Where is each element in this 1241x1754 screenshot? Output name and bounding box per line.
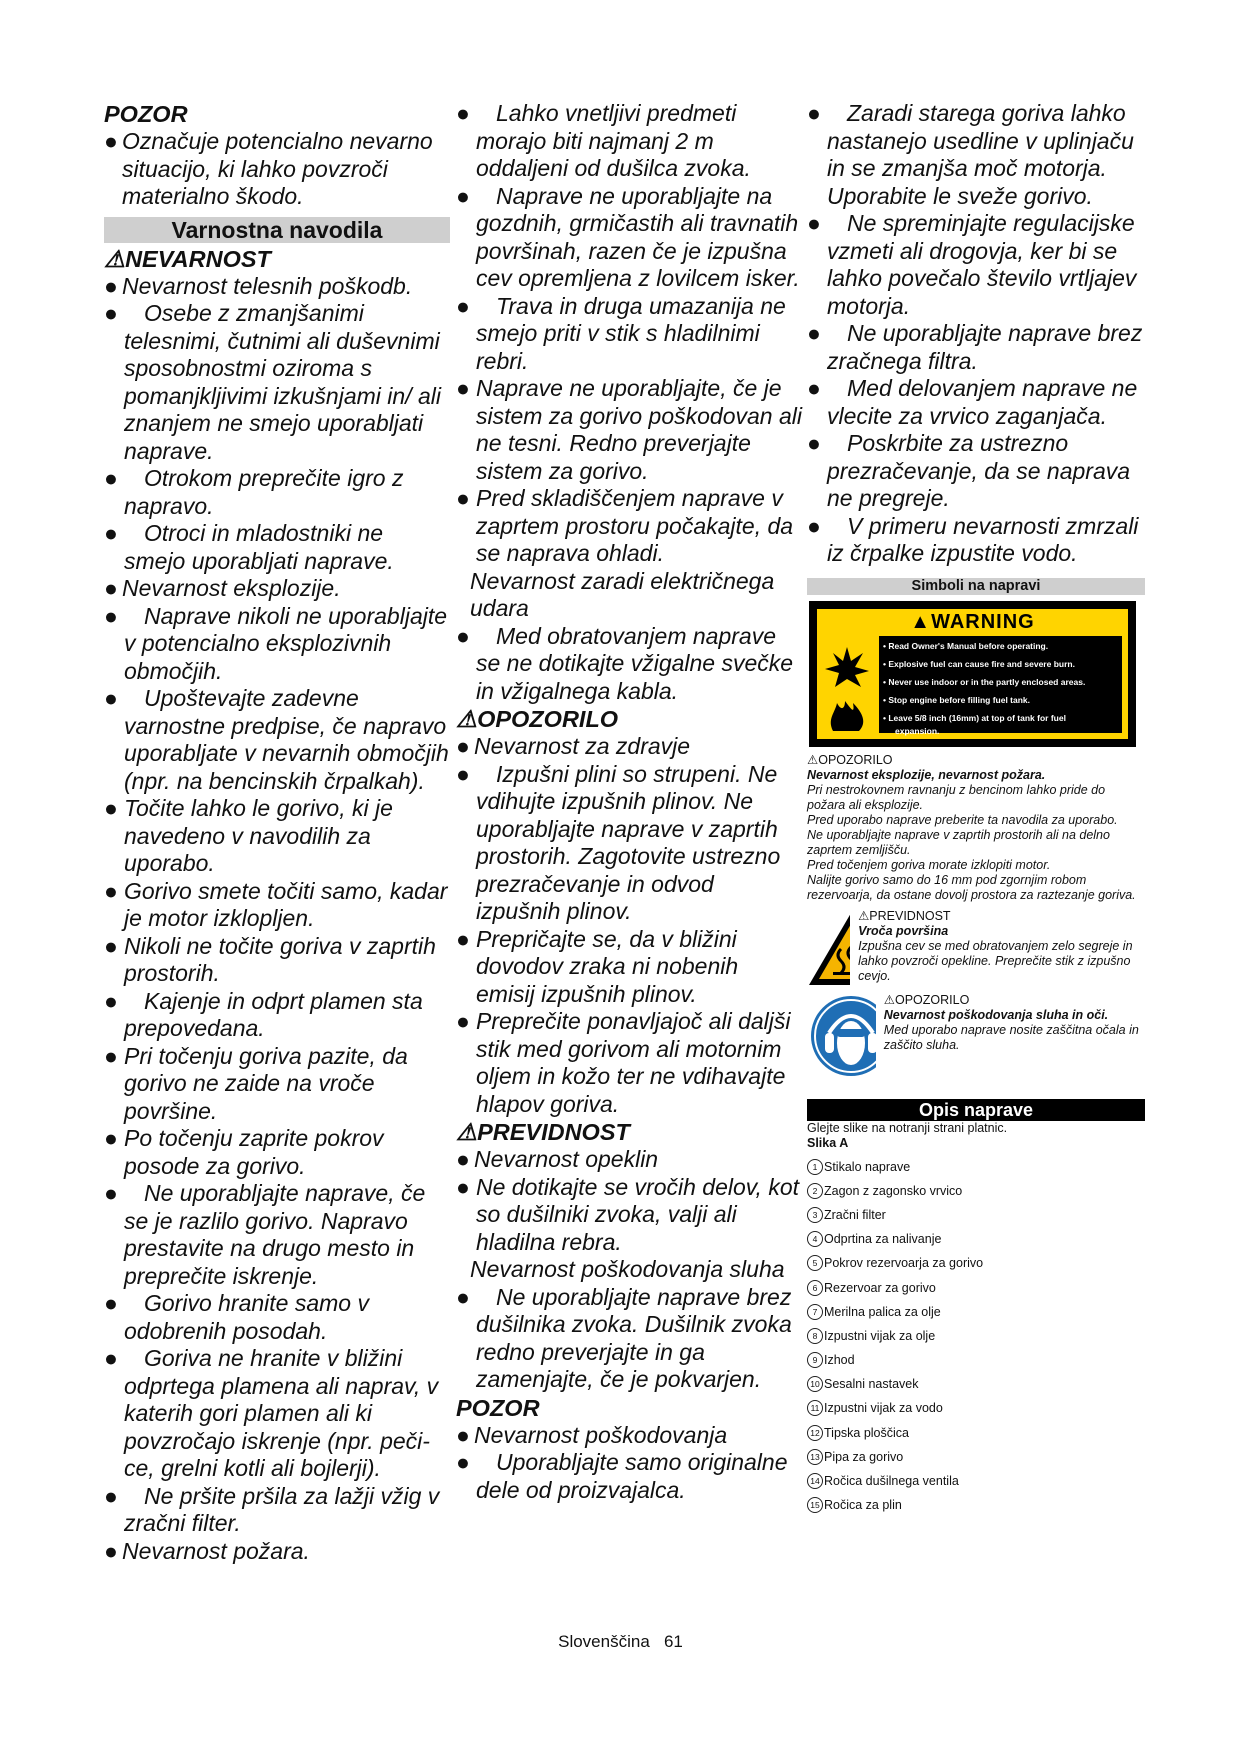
list-item: ● Ne uporabljajte naprave, če se je razlilo gorivo. Napravo prestavite na drugo mesto in preprečite iskrenje. [104,1180,426,1289]
column-1 [104,100,450,1565]
list-item: 10 Sesalni nastavek [807,1372,1145,1396]
list-item: 13 Pipa za gorivo [807,1445,1145,1469]
list-item: 8 Izpustni vijak za olje [807,1324,1145,1348]
warning-triangle-icon: ⚠ [883,992,895,1007]
list-item: 5 Pokrov rezervoarja za gorivo [807,1251,1145,1275]
parts-list [807,1155,1145,1518]
list-item: ● Nikoli ne točite goriva v zaprtih prostorih. [104,932,436,986]
list-item: ● Otrokom preprečite igro z napravo. [104,465,404,519]
warning-label-image [809,601,1136,747]
list-item: ● Pri točenju goriva pazite, da gorivo ne zaide na vroče površine. [104,1042,408,1124]
list-item: ● Osebe z zmanjšanimi telesnimi, čutnimi ali duševnimi sposobnostmi oziroma s pomanjkljivimi izkušnjami in/ ali znanjem ne smejo uporabljati naprave. [104,300,441,464]
list-item: ● Nevarnost za zdravje [456,733,691,759]
symbol-3-text: Med uporabo naprave nosite zaščitna očala in zaščito sluha. [883,1022,1139,1052]
list-item: ● Ne uporabljajte naprave brez zračnega filtra. [807,320,1143,374]
list-item: ● Ne spreminjajte regulacijske vzmeti ali drogovja, ker bi se lahko povečalo število vrtljajev motorja. [807,210,1137,319]
hot-surface-icon [807,909,850,987]
symbol-3-head: ⚠OPOZORILO [883,992,970,1007]
symbol-1-text: Pred uporabo naprave preberite ta navodila za uporabo. [807,812,1118,827]
list-item: ● Otroci in mladostniki ne smejo uporabljati naprave. [104,520,394,574]
page-number: 61 [663,1632,683,1651]
list-item: ● Med obratovanjem naprave se ne dotikajte vžigalne svečke in vžigalnega kabla. [456,622,794,704]
symbol-1-text: Pred točenjem goriva morate izklopiti motor. [807,857,1051,872]
caution-heading: ⚠PREVIDNOST [456,1119,630,1145]
warning-triangle-icon: ⚠ [456,1119,478,1145]
list-item: ● Naprave nikoli ne uporabljajte v potencialno eksplozivnih območjih. [104,602,448,684]
figure-label: Slika A [807,1135,849,1150]
list-item: ● Označuje potencialno nevarno situacijo, ki lahko povzroči materialno škodo. [104,128,433,209]
list-item: ● Gorivo hranite samo v odobrenih posodah. [104,1290,369,1344]
part-number: 10 [807,1376,823,1392]
warning-label-title: ▲WARNING [910,610,1035,633]
symbol-1-text: Nalijte gorivo samo do 16 mm pod zgornjim robom rezervoarja, da ostane dovolj prostora za raztezanje goriva. [807,872,1136,902]
list-item: 12 Tipska ploščica [807,1421,1145,1445]
part-number: 14 [807,1473,823,1489]
list-item: ● Preprečite ponavljajoč ali daljši stik med gorivom ali motornim oljem in kožo ter ne vdihavajte hlapov goriva. [456,1008,791,1117]
footer-language: Slovenščina [558,1632,650,1651]
symbol-2-subtitle: Vroča površina [858,923,949,938]
symbol-3-subtitle: Nevarnost poškodovanja sluha in oči. [883,1007,1109,1022]
part-number: 15 [807,1497,823,1513]
list-item: ● Zaradi starega goriva lahko nastanejo usedline v uplinjaču in se zmanjša moč motorja. Uporabite le sveže gorivo. [807,100,1134,209]
hearing-heading: Nevarnost poškodovanja sluha [470,1256,785,1282]
danger-heading: ⚠NEVARNOST [104,245,271,272]
part-number: 9 [807,1352,823,1368]
warning-triangle-icon: ⚠ [858,908,870,923]
list-item: ● Ne uporabljajte naprave brez dušilnika zvoka. Dušilnik zvoka redno preverjajte in ga zamenjajte, če je pokvarjen. [456,1283,792,1392]
symbol-1-text: Pri nestrokovnem ravnanju z bencinom lahko pride do požara ali eksplozije. [807,782,1106,812]
electric-heading: Nevarnost zaradi električnega udara [470,567,775,621]
description-intro: Glejte slike na notranji strani platnic. [807,1120,1008,1135]
part-number: 1 [807,1159,823,1175]
list-item: 2 Zagon z zagonsko vrvico [807,1179,1145,1203]
symbol-1-subtitle: Nevarnost eksplozije, nevarnost požara. [807,767,1046,782]
ear-eye-protection-icon [807,993,876,1079]
symbol-2-head: ⚠PREVIDNOST [858,908,951,923]
warning-triangle-icon: ▲ [910,610,932,633]
symbol-1-head: ⚠OPOZORILO [807,752,893,767]
list-item: ● Med delovanjem naprave ne vlecite za vrvico zaganjača. [807,375,1138,429]
warning-triangle-icon: ⚠ [456,706,478,732]
pozor-heading: POZOR [104,101,188,127]
list-item: 14 Ročica dušilnega ventila [807,1469,1145,1493]
list-item: ● Po točenju zaprite pokrov posode za gorivo. [104,1125,384,1179]
warning-triangle-icon: ⚠ [104,245,126,272]
list-item: ● Nevarnost opeklin [456,1146,659,1172]
list-item: ● Ne pršite pršila za lažji vžig v zračni filter. [104,1482,440,1536]
list-item: ● Uporabljajte samo originalne dele od proizvajalca. [456,1449,788,1503]
list-item: ● Lahko vnetljivi predmeti morajo biti najmanj 2 m oddaljeni od dušilca zvoka. [456,100,751,181]
warning-heading: ⚠OPOZORILO [456,706,619,732]
part-number: 3 [807,1207,823,1223]
list-item: 3 Zračni filter [807,1203,1145,1227]
description-title: Opis naprave [807,1099,1145,1121]
part-number: 5 [807,1255,823,1271]
list-item: ● Naprave ne uporabljajte na gozdnih, grmičastih ali travnatih površinah, razen če je izpušna cev opremljena z lovilcem isker. [456,182,800,291]
list-item: 9 Izhod [807,1348,1145,1372]
list-item: ● Nevarnost poškodovanja [456,1421,728,1448]
list-item: 15 Ročica za plin [807,1493,1145,1517]
list-item: ● Točite lahko le gorivo, ki je navedeno v navodilih za uporabo. [104,795,393,876]
list-item: 11 Izpustni vijak za vodo [807,1396,1145,1420]
pozor-heading: POZOR [456,1394,540,1421]
list-item: 7 Merilna palica za olje [807,1300,1145,1324]
list-item: 1 Stikalo naprave [807,1155,1145,1179]
list-item: ● Pred skladiščenjem naprave v zaprtem prostoru počakajte, da se naprava ohladi. [456,485,794,566]
part-number: 13 [807,1449,823,1465]
list-item: 6 Rezervoar za gorivo [807,1275,1145,1299]
list-item: 4 Odprtina za nalivanje [807,1227,1145,1251]
list-item: ● Nevarnost telesnih poškodb. [104,272,413,299]
list-item: ● Nevarnost eksplozije. [104,575,341,601]
list-item: ● Naprave ne uporabljajte, če je sistem za gorivo poškodovan ali ne tesni. Redno preverjajte sistem za gorivo. [456,375,802,484]
list-item: ● Gorivo smete točiti samo, kadar je motor izklopljen. [104,877,448,931]
fire-explosion-icon [823,643,871,733]
part-number: 7 [807,1304,823,1320]
column-3 [807,100,1145,1517]
symbol-1-text: Ne uporabljajte naprave v zaprtih prostorih ali na delno zaprtem zemljišču. [807,827,1110,857]
part-number: 11 [807,1400,823,1416]
part-number: 12 [807,1425,823,1441]
list-item: ● Nevarnost požara. [104,1537,310,1564]
symbol-3 [807,993,1145,1079]
list-item: ● Goriva ne hranite v bližini odprtega plamena ali naprav, v katerih gori plamen ali ki povzročajo iskrenje (npr. peči-ce, grelni kotli ali bojlerji). [104,1345,439,1481]
part-number: 6 [807,1280,823,1296]
list-item: ● Izpušni plini so strupeni. Ne vdihujte izpušnih plinov. Ne uporabljajte naprave v zaprtih prostorih. Zagotovite ustrezno prezračevanje in odvod izpušnih plinov. [456,760,781,924]
column-2 [456,100,802,1504]
symbol-2-text: Izpušna cev se med obratovanjem zelo segreje in lahko povzroči opekline. Preprečite stik z izpušno cevjo. [858,938,1133,983]
symbols-title: Simboli na napravi [807,578,1145,595]
part-number: 4 [807,1231,823,1247]
list-item: ● V primeru nevarnosti zmrzali iz črpalke izpustite vodo. [807,512,1139,566]
part-number: 8 [807,1328,823,1344]
section-title: Varnostna navodila [104,217,450,243]
list-item: ● Trava in druga umazanija ne smejo priti v stik s hladilnimi rebri. [456,292,786,374]
list-item: ● Ne dotikajte se vročih delov, kot so dušilniki zvoka, valji ali hladilna rebra. [456,1173,800,1255]
part-number: 2 [807,1183,823,1199]
list-item: ● Poskrbite za ustrezno prezračevanje, da se naprava ne pregreje. [807,430,1131,511]
list-item: ● Prepričajte se, da v bližini dovodov zraka ni nobenih emisij izpušnih plinov. [456,925,739,1007]
symbol-2 [807,909,1145,987]
warning-label-panel: • Read Owner's Manual before operating. • Explosive fuel can cause fire and severe burn. • Never use indoor or in the partly enclosed areas. • Stop engine before filling fuel tank. • Leave 5/8 inch (16mm) at top of tank for fuel expansion. [879,636,1122,733]
list-item: ● Kajenje in odprt plamen sta prepovedana. [104,987,423,1041]
list-item: ● Upoštevajte zadevne varnostne predpise, če napravo uporabljate v nevarnih območjih (npr. na bencinskih črpalkah). [104,685,449,794]
page-footer [0,1632,1241,1652]
warning-triangle-icon: ⚠ [807,752,819,767]
